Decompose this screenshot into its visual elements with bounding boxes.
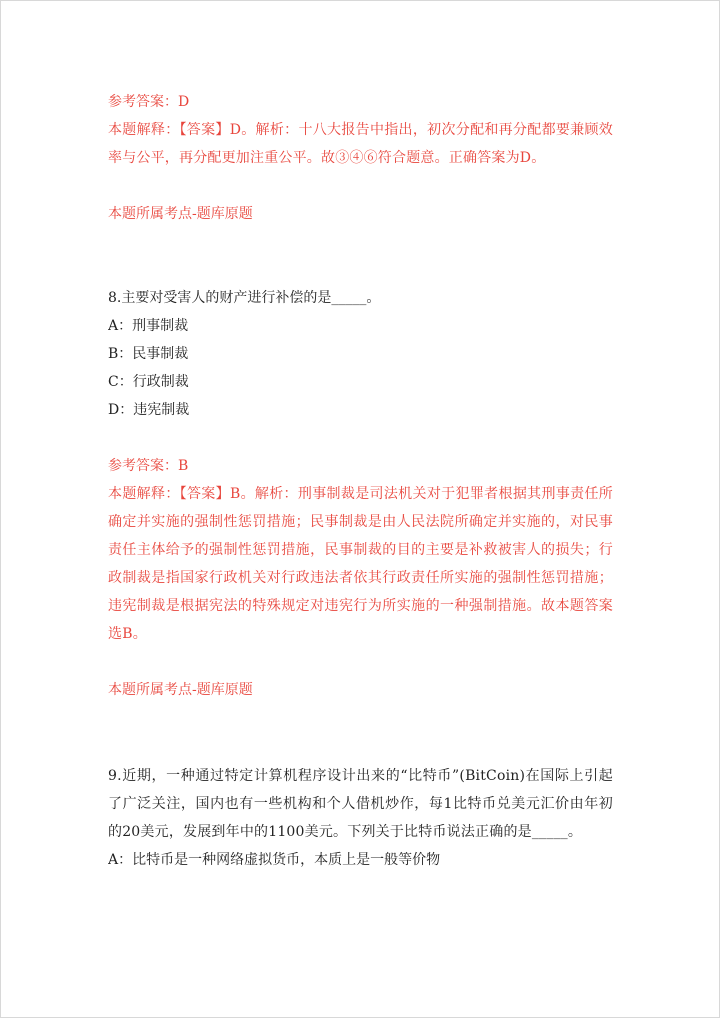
q8-option-a: A：刑事制裁: [108, 318, 189, 334]
q7-answer: 参考答案：D: [108, 94, 190, 110]
q8-option-c: C：行政制裁: [108, 374, 189, 390]
q9-question: 9.近期，一种通过特定计算机程序设计出来的“比特币”(BitCoin)在国际上引起了广泛关注，国内也有一些机构和个人借机炒作，每1比特币兑美元汇价由年初的20美元，发展到年中的1100美元。下列关于比特币说法正确的是_____。: [108, 768, 613, 840]
q7-explanation: 本题解释：【答案】D。解析：十八大报告中指出，初次分配和再分配都要兼顾效率与公平，再分配更加注重公平。故③④⑥符合题意。正确答案为D。: [108, 122, 613, 166]
q8-question: 8.主要对受害人的财产进行补偿的是_____。: [108, 290, 381, 306]
q9-option-a: A：比特币是一种网络虚拟货币，本质上是一般等价物: [108, 852, 441, 868]
q8-answer: 参考答案：B: [108, 458, 189, 474]
q8-option-d: D：违宪制裁: [108, 402, 190, 418]
q7-source: 本题所属考点-题库原题: [108, 206, 253, 222]
q8-explanation: 本题解释：【答案】B。解析：刑事制裁是司法机关对于犯罪者根据其刑事责任所确定并实施的强制性惩罚措施；民事制裁是由人民法院所确定并实施的，对民事责任主体给予的强制性惩罚措施，民事制裁的目的主要是补救被害人的损失；行政制裁是指国家行政机关对行政违法者依其行政责任所实施的强制性惩罚措施；违宪制裁是根据宪法的特殊规定对违宪行为所实施的一种强制措施。故本题答案选B。: [108, 486, 613, 642]
q8-source: 本题所属考点-题库原题: [108, 682, 253, 698]
q8-option-b: B：民事制裁: [108, 346, 189, 362]
document-body: [108, 88, 613, 874]
